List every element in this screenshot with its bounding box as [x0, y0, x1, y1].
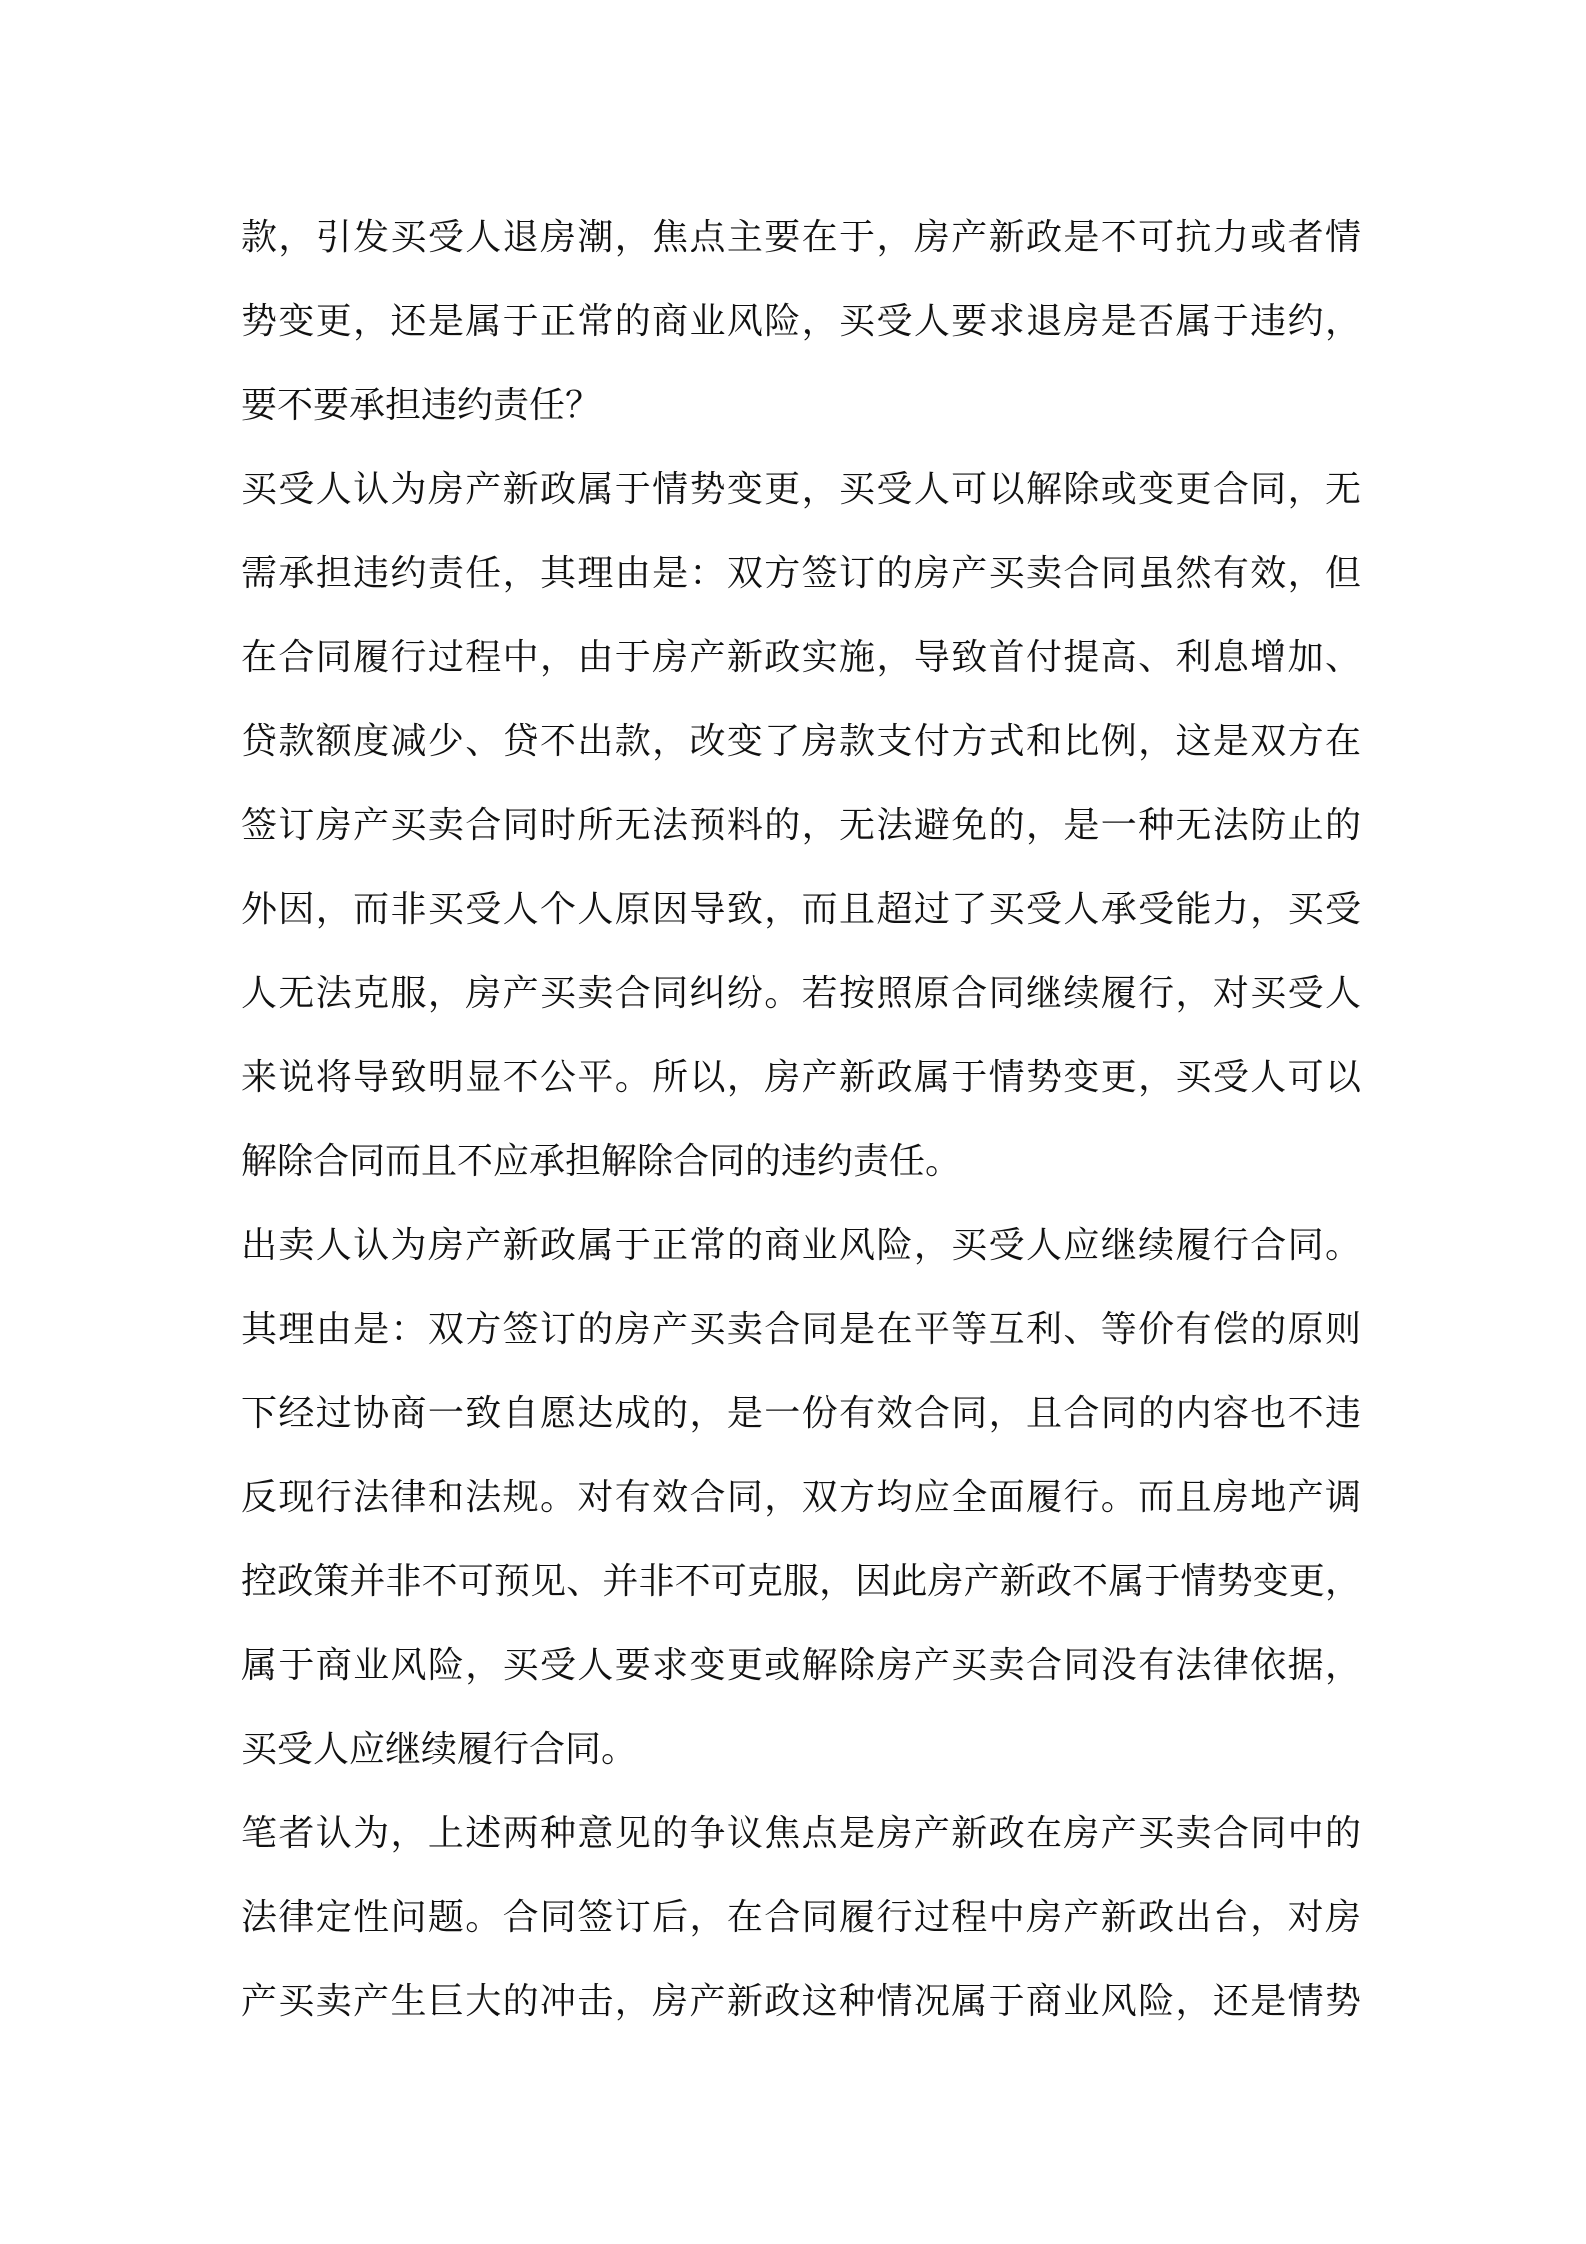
text-line: 解除合同而且不应承担解除合同的违约责任。	[241, 1141, 962, 1182]
text-line: 款，引发买受人退房潮，焦点主要在于，房产新政是不可抗力或者情	[241, 217, 1361, 258]
paragraph-2	[241, 448, 1361, 1204]
text-line: 人无法克服，房产买卖合同纠纷。若按照原合同继续履行，对买受人	[241, 973, 1361, 1014]
text-line: 在合同履行过程中，由于房产新政实施，导致首付提高、利息增加、	[241, 637, 1361, 678]
text-line: 外因，而非买受人个人原因导致，而且超过了买受人承受能力，买受	[241, 889, 1361, 930]
paragraph-1	[241, 196, 1361, 448]
text-line: 来说将导致明显不公平。所以，房产新政属于情势变更，买受人可以	[241, 1057, 1361, 1098]
text-line: 出卖人认为房产新政属于正常的商业风险，买受人应继续履行合同。	[241, 1225, 1361, 1266]
text-line: 贷款额度减少、贷不出款，改变了房款支付方式和比例，这是双方在	[241, 721, 1361, 762]
text-line: 法律定性问题。合同签订后，在合同履行过程中房产新政出台，对房	[241, 1897, 1361, 1938]
text-line: 反现行法律和法规。对有效合同，双方均应全面履行。而且房地产调	[241, 1477, 1361, 1518]
text-line: 要不要承担违约责任？	[241, 385, 602, 426]
text-line: 需承担违约责任，其理由是：双方签订的房产买卖合同虽然有效，但	[241, 553, 1361, 594]
paragraph-4	[241, 1792, 1361, 2044]
text-line: 势变更，还是属于正常的商业风险，买受人要求退房是否属于违约，	[241, 301, 1361, 342]
text-line: 控政策并非不可预见、并非不可克服，因此房产新政不属于情势变更，	[241, 1561, 1361, 1602]
text-line: 下经过协商一致自愿达成的，是一份有效合同，且合同的内容也不违	[241, 1393, 1361, 1434]
text-line: 签订房产买卖合同时所无法预料的，无法避免的，是一种无法防止的	[241, 805, 1361, 846]
text-line: 买受人认为房产新政属于情势变更，买受人可以解除或变更合同，无	[241, 469, 1361, 510]
text-line: 属于商业风险，买受人要求变更或解除房产买卖合同没有法律依据，	[241, 1645, 1361, 1686]
text-line: 其理由是：双方签订的房产买卖合同是在平等互利、等价有偿的原则	[241, 1309, 1361, 1350]
text-line: 买受人应继续履行合同。	[241, 1729, 638, 1770]
document-body	[241, 196, 1361, 2044]
text-line: 产买卖产生巨大的冲击，房产新政这种情况属于商业风险，还是情势	[241, 1981, 1361, 2022]
text-line: 笔者认为，上述两种意见的争议焦点是房产新政在房产买卖合同中的	[241, 1813, 1361, 1854]
paragraph-3	[241, 1204, 1361, 1792]
